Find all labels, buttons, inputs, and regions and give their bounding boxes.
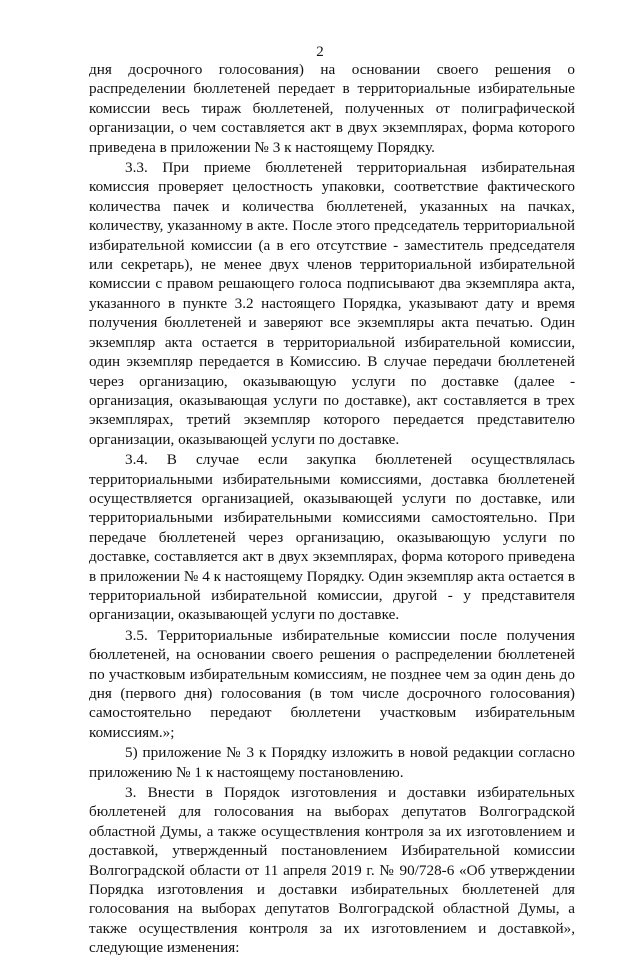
paragraph-continuation: дня досрочного голосования) на основании своего решения о распределении бюллетеней передает в территориальные избирательные комиссии весь тираж бюллетеней, полученных от полиграфической организации, о чем составляется акт в двух экземплярах, форма которого приведена в приложении № 3 к настоящему Порядку. <box>89 61 575 156</box>
document-body <box>89 60 575 959</box>
paragraph-item-3: 3. Внести в Порядок изготовления и доставки избирательных бюллетеней для голосования на выборах депутатов Волгоградской областной Думы, а также осуществления контроля за их изготовлением и доставкой, утвержденный постановлением Избирательной комиссии Волгоградской области от 11 апреля 2019 г. № 90/728-6 «Об утверждении Порядка изготовления и доставки избирательных бюллетеней для голосования на выборах депутатов Волгоградской областной Думы, а также осуществления контроля за их изготовлением и доставкой», следующие изменения: <box>89 784 575 957</box>
paragraph-3-4: 3.4. В случае если закупка бюллетеней осуществлялась территориальными избирательными комиссиями, доставка бюллетеней осуществляется организацией, оказывающей услуги по доставке, или территориальными избирательными комиссиями самостоятельно. При передаче бюллетеней через организацию, оказывающую услуги по доставке, составляется акт в двух экземплярах, форма которого приведена в приложении № 4 к настоящему Порядку. Один экземпляр акта остается в территориальной избирательной комиссии, другой - у представителя организации, оказывающей услуги по доставке. <box>89 451 575 624</box>
paragraph-3-5: 3.5. Территориальные избирательные комиссии после получения бюллетеней, на основании своего решения о распределении бюллетеней по участковым избирательным комиссиям, не позднее чем за один день до дня (первого дня) голосования (в том числе досрочного голосования) самостоятельно передают бюллетени участковым избирательным комиссиям.»; <box>89 626 575 741</box>
paragraph-3-3: 3.3. При приеме бюллетеней территориальная избирательная комиссия проверяет целостность упаковки, соответствие фактического количества пачек и количества бюллетеней, указанных на пачках, количеству, указанному в акте. После этого председатель территориальной избирательной комиссии (а в его отсутствие - заместитель председателя или секретарь), не менее двух членов территориальной избирательной комиссии с правом решающего голоса подписывают два экземпляра акта, указанного в пункте 3.2 настоящего Порядка, указывают дату и время получения бюллетеней и заверяют все экземпляры акта печатью. Один экземпляр акта остается в территориальной избирательной комиссии, один экземпляр передается в Комиссию. В случае передачи бюллетеней через организацию, оказывающую услуги по доставке (далее - организация, оказывающая услуги по доставке), акт составляется в трех экземплярах, третий экземпляр которого передается представителю организации, оказывающей услуги по доставке. <box>89 159 575 448</box>
paragraph-item-5: 5) приложение № 3 к Порядку изложить в новой редакции согласно приложению № 1 к настоящему постановлению. <box>89 744 575 781</box>
page-number: 2 <box>316 44 324 60</box>
